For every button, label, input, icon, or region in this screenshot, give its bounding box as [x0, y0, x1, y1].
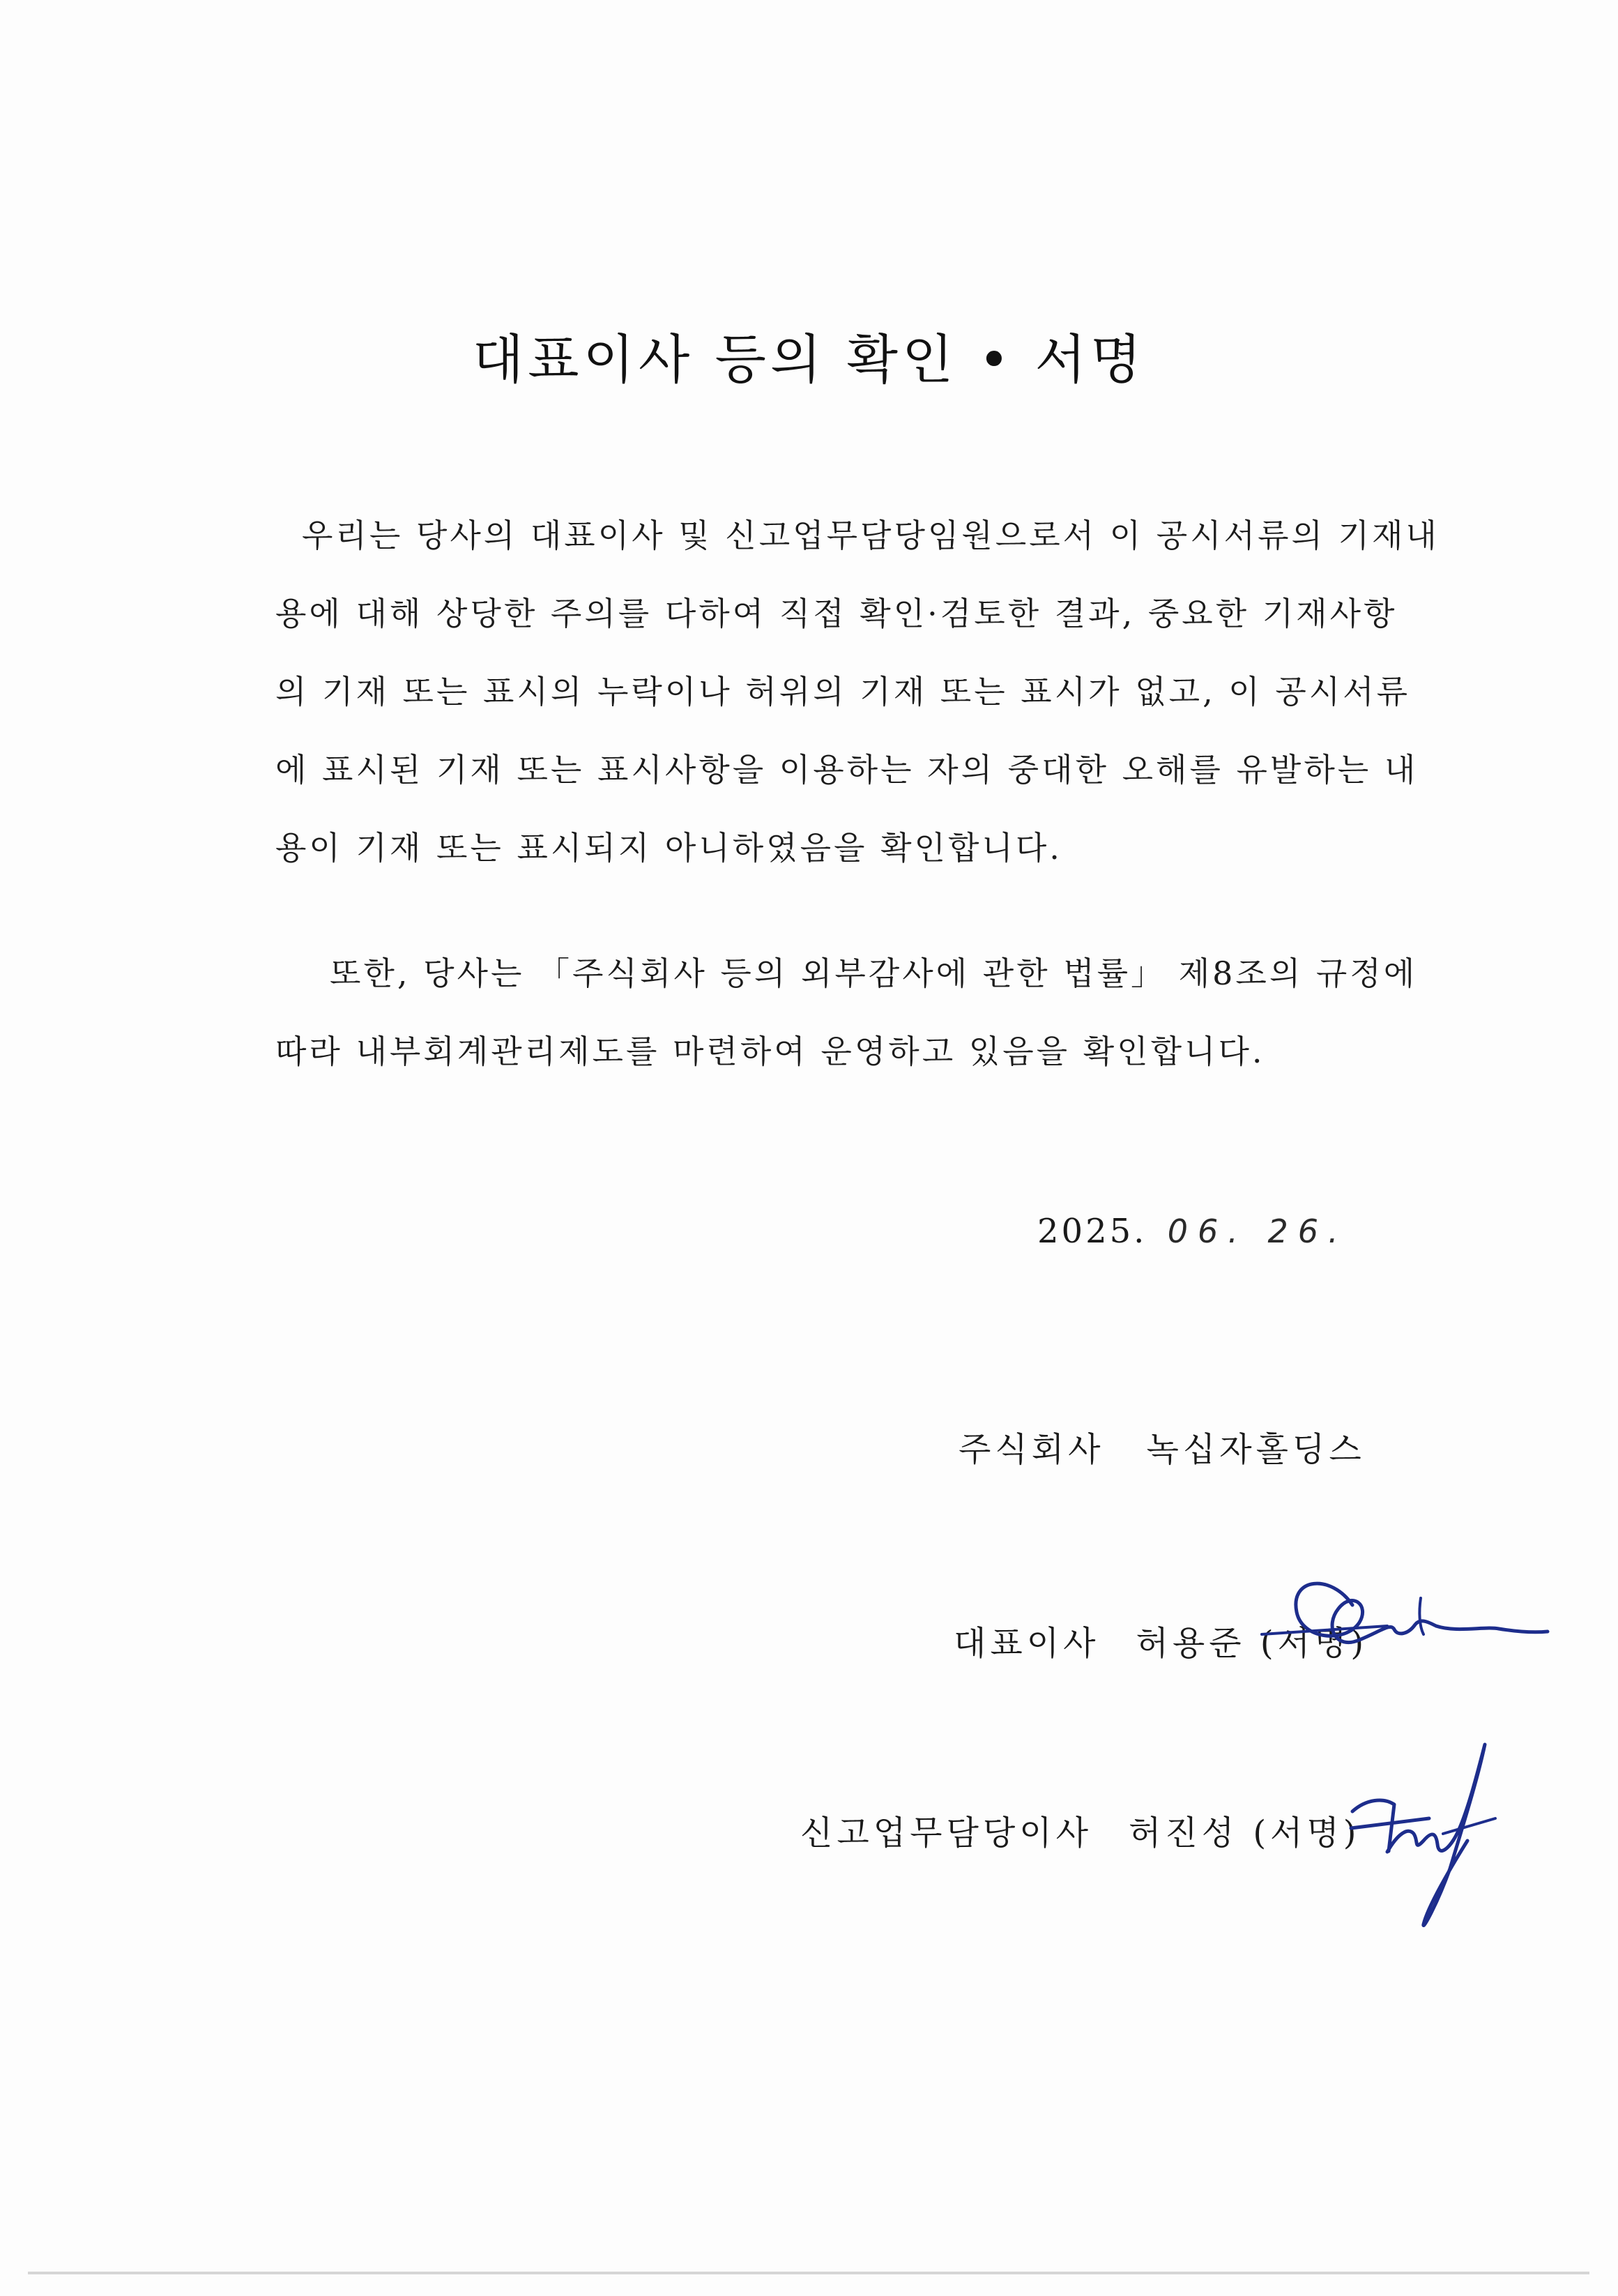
paragraph-line: 우리는 당사의 대표이사 및 신고업무담당임원으로서 이 공시서류의 기재내	[302, 517, 1440, 554]
signer-name: 허용준	[1136, 1624, 1246, 1663]
date-printed: 2025.	[1037, 1212, 1147, 1251]
internal-control-paragraph	[275, 934, 1418, 1090]
signer-name: 허진성	[1128, 1814, 1239, 1853]
signer-role: 대표이사	[954, 1624, 1100, 1663]
page-bottom-rule	[28, 2272, 1589, 2274]
company-title: 녹십자홀딩스	[1146, 1430, 1366, 1469]
sign-label: (서명)	[1253, 1814, 1361, 1853]
company-name	[959, 1422, 1366, 1470]
confirmation-paragraph	[275, 496, 1440, 887]
signer-ceo	[954, 1616, 1368, 1664]
paragraph-line: 따라 내부회계관리제도를 마련하여 운영하고 있음을 확인합니다.	[275, 1033, 1265, 1070]
paragraph-line: 의 기재 또는 표시의 누락이나 허위의 기재 또는 표시가 없고, 이 공시서류	[275, 673, 1411, 710]
sign-label: (서명)	[1260, 1624, 1368, 1663]
signer-disclosure-officer	[800, 1806, 1361, 1854]
date-handwritten: 06. 26.	[1167, 1212, 1348, 1250]
paragraph-line: 에 표시된 기재 또는 표시사항을 이용하는 자의 중대한 오해를 유발하는 내	[275, 751, 1419, 789]
paragraph-line: 또한, 당사는 「주식회사 등의 외부감사에 관한 법률」 제8조의 규정에	[330, 955, 1418, 992]
company-type: 주식회사	[959, 1430, 1105, 1469]
officer-handwritten-signature	[1345, 1729, 1506, 1938]
document-title: 대표이사 등의 확인 • 서명	[472, 328, 1146, 390]
signing-date	[1037, 1212, 1348, 1251]
paragraph-line: 용에 대해 상당한 주의를 다하여 직접 확인·검토한 결과, 중요한 기재사항	[275, 595, 1398, 632]
signer-role: 신고업무담당이사	[800, 1814, 1092, 1853]
paragraph-line: 용이 기재 또는 표시되지 아니하였음을 확인합니다.	[275, 829, 1062, 867]
